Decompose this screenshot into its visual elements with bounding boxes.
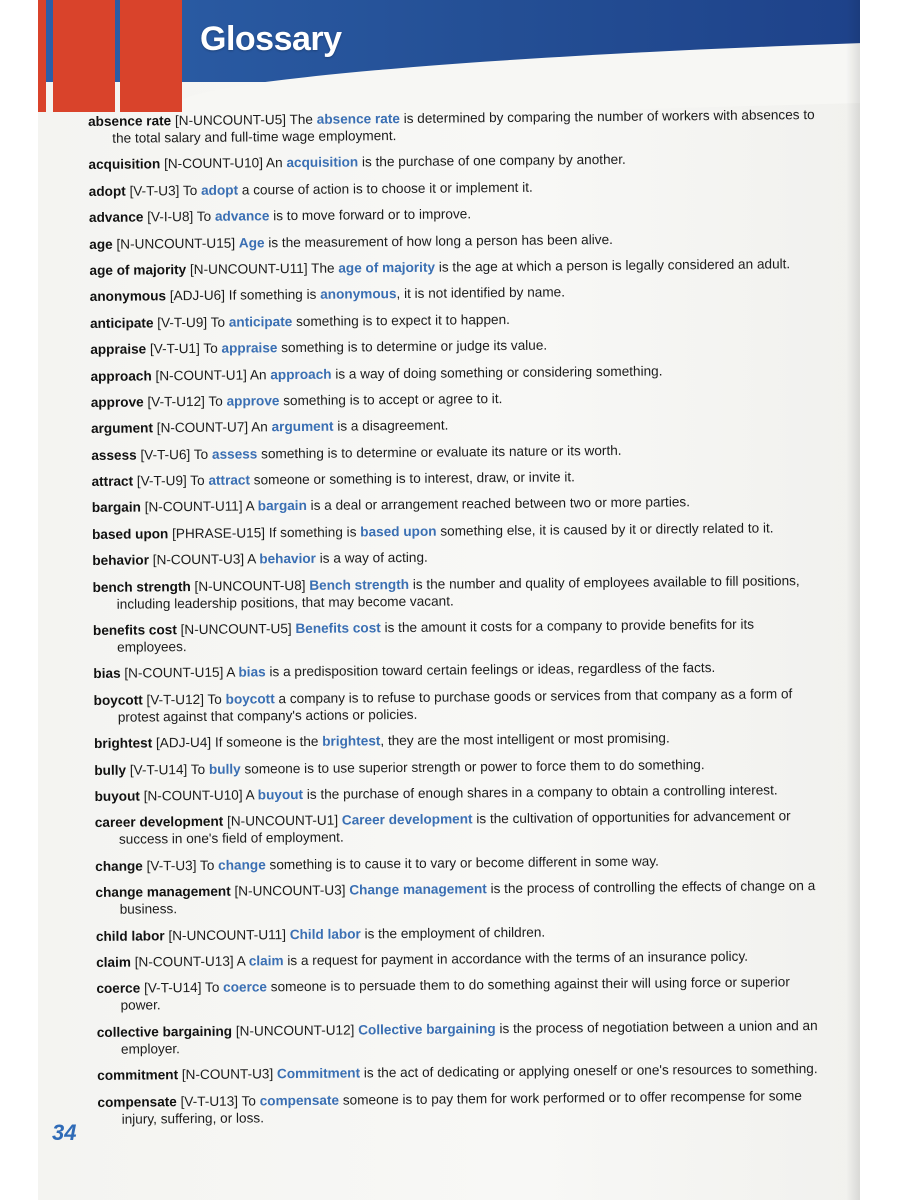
definition-lead: A — [236, 953, 246, 969]
highlighted-term: anonymous — [320, 286, 397, 303]
definition-lead: An — [265, 155, 283, 171]
glossary-term: approve — [90, 394, 144, 410]
glossary-term: age of majority — [89, 262, 187, 278]
part-of-speech-tag: [N-UNCOUNT-U15] — [116, 235, 236, 252]
glossary-term: boycott — [93, 692, 143, 708]
glossary-entry — [96, 973, 828, 1014]
highlighted-term: coerce — [223, 979, 268, 996]
highlighted-term: advance — [214, 208, 270, 224]
definition-text: a course of action is to choose it or implement it. — [241, 179, 533, 198]
definition-text: something is to accept or agree to it. — [283, 390, 503, 409]
definition-lead: A — [247, 551, 256, 567]
glossary-term: compensate — [97, 1093, 177, 1110]
definition-text: is the purchase of one company by another. — [361, 152, 626, 170]
definition-lead: To — [190, 761, 206, 777]
glossary-term: claim — [96, 954, 131, 970]
definition-text: someone is to use superior strength or power to force them to do something. — [244, 756, 705, 777]
definition-lead: To — [190, 472, 205, 489]
glossary-term: assess — [91, 447, 137, 463]
highlighted-term: Change management — [349, 881, 487, 898]
highlighted-term: anticipate — [228, 313, 293, 330]
glossary-entry — [89, 229, 821, 253]
glossary-term: benefits cost — [92, 622, 177, 639]
highlighted-term: brightest — [322, 733, 381, 749]
definition-lead: The — [289, 111, 314, 128]
part-of-speech-tag: [N-COUNT-U10] — [163, 155, 264, 172]
part-of-speech-tag: [V-T-U14] — [129, 761, 188, 778]
definition-text: is the process of controlling the effects of change on a business. — [119, 878, 816, 917]
highlighted-term: approve — [226, 393, 280, 409]
part-of-speech-tag: [PHRASE-U15] — [172, 525, 266, 542]
glossary-entry — [90, 281, 822, 305]
glossary-entry — [91, 387, 823, 411]
definition-text: someone is to pay them for work performed or to offer recompense for some injury, suffering, or loss. — [121, 1087, 802, 1127]
glossary-entry — [94, 728, 826, 752]
definition-text: , they are the most intelligent or most promising. — [380, 730, 670, 749]
part-of-speech-tag: [N-COUNT-U10] — [143, 787, 243, 804]
glossary-term: bench strength — [92, 578, 191, 595]
definition-text: something is to cause it to vary or become different in some way. — [269, 853, 659, 873]
definition-text: something is to expect it to happen. — [295, 311, 510, 329]
definition-text: something else, it is caused by it or directly related to it. — [440, 520, 774, 539]
red-tab — [53, 0, 115, 112]
definition-text: is the age at which a person is legally considered an adult. — [438, 256, 791, 275]
definition-lead: To — [182, 182, 198, 198]
definition-lead: To — [199, 857, 215, 873]
highlighted-term: Bench strength — [309, 576, 410, 593]
part-of-speech-tag: [N-UNCOUNT-U5] — [180, 621, 292, 638]
definition-lead: A — [226, 665, 235, 681]
definition-text: something is to determine or judge its value. — [281, 337, 548, 356]
highlighted-term: adopt — [200, 182, 239, 198]
highlighted-term: bargain — [257, 498, 307, 514]
part-of-speech-tag: [V-T-U3] — [129, 182, 180, 199]
glossary-entry — [92, 572, 824, 613]
red-tab — [38, 0, 46, 112]
part-of-speech-tag: [V-T-U13] — [180, 1093, 239, 1109]
definition-text: is a request for payment in accordance with the terms of an insurance policy. — [287, 948, 749, 969]
definition-text: is the measurement of how long a person has been alive. — [268, 231, 613, 250]
glossary-term: anonymous — [89, 288, 167, 305]
highlighted-term: assess — [211, 446, 258, 462]
part-of-speech-tag: [N-COUNT-U3] — [152, 551, 245, 568]
definition-text: is a disagreement. — [337, 417, 449, 434]
part-of-speech-tag: [N-COUNT-U1] — [155, 367, 247, 383]
part-of-speech-tag: [N-UNCOUNT-U3] — [234, 882, 346, 899]
glossary-entry — [92, 492, 824, 516]
glossary-entry — [92, 545, 824, 569]
glossary-entry — [94, 685, 826, 726]
glossary-entry — [89, 255, 821, 279]
highlighted-term: age of majority — [338, 259, 436, 276]
definition-text: is the process of negotiation between a union and an employer. — [120, 1017, 818, 1057]
glossary-term: commitment — [97, 1067, 179, 1084]
glossary-entry — [91, 413, 823, 437]
highlighted-term: compensate — [259, 1092, 340, 1108]
glossary-term: acquisition — [88, 156, 161, 173]
definition-text: is a way of acting. — [319, 550, 428, 567]
part-of-speech-tag: [N-UNCOUNT-U8] — [194, 577, 306, 594]
highlighted-term: Commitment — [276, 1065, 361, 1082]
definition-text: is the cultivation of opportunities for advancement or success in one's field of employment. — [118, 808, 791, 848]
part-of-speech-tag: [V-T-U1] — [149, 341, 200, 357]
glossary-entry — [90, 360, 822, 384]
glossary-term: buyout — [94, 788, 140, 804]
definition-lead: An — [251, 419, 268, 435]
definition-lead: If something is — [228, 287, 317, 304]
definition-lead: If something is — [268, 524, 357, 541]
glossary-term: based upon — [91, 526, 169, 542]
glossary-entry — [97, 1017, 829, 1058]
highlighted-term: Benefits cost — [295, 620, 381, 637]
glossary-term: brightest — [93, 735, 153, 752]
glossary-term: absence rate — [88, 113, 172, 129]
glossary-term: argument — [90, 420, 154, 437]
glossary-term: career development — [94, 814, 224, 831]
part-of-speech-tag: [V-T-U14] — [143, 980, 202, 996]
definition-lead: To — [241, 1092, 256, 1109]
glossary-entry — [90, 334, 822, 358]
definition-text: is the act of dedicating or applying oneself or one's resources to something. — [363, 1061, 818, 1081]
definition-lead: To — [208, 393, 223, 409]
definition-text: is to move forward or to improve. — [273, 206, 472, 224]
glossary-entry — [95, 851, 827, 875]
part-of-speech-tag: [N-UNCOUNT-U11] — [189, 260, 308, 277]
glossary-term: change management — [95, 883, 231, 901]
definition-text: someone or something is to interest, draw, or invite it. — [253, 469, 575, 488]
glossary-entry — [94, 755, 826, 779]
highlighted-term: acquisition — [286, 154, 359, 171]
definition-text: is a way of doing something or considering something. — [335, 363, 663, 382]
glossary-term: attract — [91, 473, 134, 490]
definition-text: is a predisposition toward certain feelings or ideas, regardless of the facts. — [269, 660, 716, 680]
glossary-entry — [97, 1060, 829, 1084]
definition-lead: To — [203, 340, 218, 357]
glossary-term: coerce — [96, 980, 141, 997]
glossary-entry — [96, 947, 828, 971]
highlighted-term: appraise — [221, 340, 278, 356]
page-edge-shadow — [846, 0, 860, 1200]
definition-lead: If someone is the — [214, 734, 319, 751]
part-of-speech-tag: [V-T-U6] — [140, 446, 191, 463]
glossary-term: bargain — [91, 499, 141, 516]
definition-text: is the purchase of enough shares in a company to obtain a controlling interest. — [306, 782, 778, 802]
page-title: Glossary — [200, 20, 342, 58]
highlighted-term: absence rate — [316, 111, 400, 127]
red-tab — [120, 0, 182, 112]
glossary-entry — [88, 149, 820, 173]
highlighted-term: Collective bargaining — [358, 1020, 496, 1038]
part-of-speech-tag: [N-COUNT-U15] — [124, 665, 224, 682]
part-of-speech-tag: [ADJ-U4] — [155, 735, 212, 751]
glossary-term: collective bargaining — [96, 1023, 233, 1040]
glossary-term: change — [95, 858, 143, 874]
part-of-speech-tag: [N-UNCOUNT-U11] — [168, 926, 287, 943]
part-of-speech-tag: [V-T-U3] — [146, 857, 197, 874]
definition-text: is determined by comparing the number of workers with absences to the total salary and full-time wage employment. — [112, 107, 815, 146]
definition-text: something is to determine or evaluate its nature or its worth. — [261, 442, 622, 462]
part-of-speech-tag: [N-UNCOUNT-U12] — [235, 1022, 355, 1039]
part-of-speech-tag: [N-COUNT-U3] — [181, 1066, 274, 1083]
glossary-entry — [95, 807, 827, 848]
definition-text: is the number and quality of employees available to fill positions, including leadership positions, that may become vacant. — [116, 572, 800, 612]
part-of-speech-tag: [N-COUNT-U7] — [156, 419, 249, 436]
glossary-entry — [92, 519, 824, 543]
glossary-entry — [91, 466, 823, 490]
highlighted-term: Career development — [341, 811, 473, 828]
glossary-entry — [95, 877, 827, 918]
definition-text: a company is to refuse to purchase goods or services from that company as a form of protest against that company's actions or policies. — [117, 686, 793, 725]
glossary-entry — [94, 781, 826, 805]
definition-lead: To — [204, 980, 220, 996]
glossary-term: approach — [90, 367, 152, 384]
part-of-speech-tag: [V-T-U12] — [146, 691, 205, 708]
highlighted-term: Age — [238, 234, 265, 251]
part-of-speech-tag: [V-T-U12] — [147, 393, 205, 410]
definition-lead: To — [193, 446, 209, 462]
definition-lead: To — [196, 208, 212, 225]
highlighted-term: argument — [271, 418, 334, 435]
highlighted-term: approach — [270, 366, 332, 382]
glossary-term: behavior — [92, 552, 150, 569]
definition-text: is a deal or arrangement reached between two or more parties. — [310, 494, 691, 514]
glossary-entry — [89, 176, 821, 200]
glossary-entry — [91, 440, 823, 464]
glossary-term: anticipate — [89, 315, 154, 331]
glossary-term: appraise — [90, 341, 147, 358]
part-of-speech-tag: [N-UNCOUNT-U1] — [226, 813, 339, 830]
part-of-speech-tag: [N-UNCOUNT-U5] — [174, 112, 287, 129]
part-of-speech-tag: [V-I-U8] — [147, 209, 194, 225]
highlighted-term: Child labor — [289, 925, 361, 942]
highlighted-term: boycott — [225, 691, 275, 707]
part-of-speech-tag: [V-T-U9] — [157, 314, 208, 331]
glossary-entry — [93, 615, 825, 656]
highlighted-term: bully — [208, 761, 241, 777]
glossary-entry — [97, 1086, 829, 1127]
definition-text: someone is to persuade them to do something against their will using force or superior power. — [120, 974, 790, 1014]
glossary-entry — [90, 308, 822, 332]
highlighted-term: attract — [208, 472, 251, 488]
definition-text: is the amount it costs for a company to provide benefits for its employees. — [117, 616, 755, 655]
part-of-speech-tag: [N-COUNT-U11] — [144, 499, 243, 515]
definition-lead: To — [210, 314, 226, 330]
glossary-entry — [88, 106, 820, 147]
definition-lead: An — [249, 366, 267, 382]
highlighted-term: based upon — [360, 523, 437, 540]
part-of-speech-tag: [N-COUNT-U13] — [134, 953, 234, 970]
definition-lead: A — [245, 498, 255, 514]
page-number: 34 — [52, 1120, 77, 1145]
glossary-entry — [96, 920, 828, 944]
definition-lead: To — [207, 691, 222, 707]
definition-text: is the employment of children. — [364, 924, 546, 941]
glossary-term: age — [89, 236, 113, 252]
glossary-entry — [89, 202, 821, 226]
highlighted-term: bias — [238, 664, 266, 681]
glossary-term: bully — [94, 762, 127, 778]
highlighted-term: claim — [248, 953, 284, 969]
glossary-page — [38, 0, 860, 1200]
glossary-list — [88, 106, 830, 1137]
glossary-term: child labor — [95, 927, 165, 944]
highlighted-term: buyout — [257, 786, 304, 803]
definition-lead: A — [245, 787, 255, 803]
glossary-term: bias — [93, 666, 121, 682]
glossary-term: adopt — [88, 183, 126, 199]
part-of-speech-tag: [V-T-U9] — [136, 473, 187, 489]
part-of-speech-tag: [ADJ-U6] — [169, 288, 226, 304]
highlighted-term: change — [218, 857, 266, 873]
glossary-term: advance — [88, 209, 144, 226]
highlighted-term: behavior — [259, 551, 317, 567]
definition-text: , it is not identified by name. — [396, 284, 566, 302]
definition-lead: The — [311, 260, 335, 276]
glossary-entry — [93, 658, 825, 682]
